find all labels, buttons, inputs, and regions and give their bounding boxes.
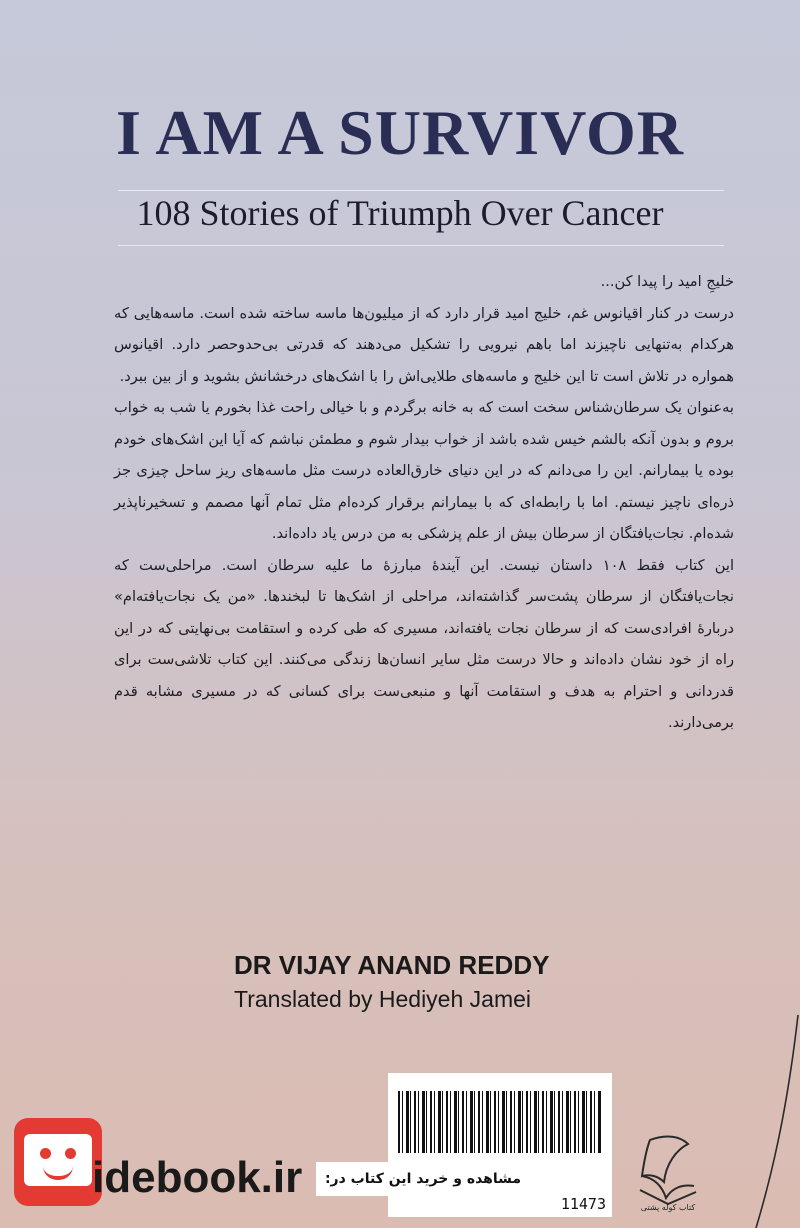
- publisher-name: کتاب کوله پشتی: [640, 1203, 696, 1212]
- author-name: DR VIJAY ANAND REDDY: [234, 950, 550, 980]
- site-logo-icon[interactable]: [14, 1118, 102, 1206]
- book-title: I AM A SURVIVOR: [116, 97, 684, 168]
- smiley-book-icon: [24, 1134, 92, 1186]
- barcode-number: 11473: [560, 1195, 606, 1213]
- blurb-paragraph-4: این کتاب فقط ۱۰۸ داستان نیست. این آیندهٔ مبارزهٔ ما علیه سرطان است. مراحلی‌ست که نجات‌یافتگان از سرطان پشت‌سر گذاشته‌اند، مراحلی از اشک‌ها تا لبخندها. «من یک نجات‌یافته‌ام» دربارهٔ افرادی‌ست که از سرطان نجات یافته‌اند، مسیری که طی کرده و استقامت بی‌نهایتی که در این راه از خود نشان داده‌اند و حالا درست مثل سایر انسان‌ها زندگی می‌کنند. این کتاب تلاشی‌ست برای قدردانی و احترام به هدف و استقامت آنها و منبعی‌ست برای کسانی که در مسیری مشابه قدم برمی‌دارند.: [114, 556, 735, 731]
- watermark-site-link[interactable]: idebook.ir: [92, 1153, 303, 1202]
- blurb-paragraph-3: به‌عنوان یک سرطان‌شناس سخت است که به خانه برگردم و با خیالی راحت غذا بخورم یا شب به خواب بروم و بدون آنکه بالشم خیس شده باشد از خواب بیدار شوم و مطمئن نباشم که آیا این اشک‌های خودم بوده یا بیمارانم. این را می‌دانم که در این دنیای خارق‌العاده درست مثل ماسه‌های ریز ساحل چیزی جز ذره‌ای ناچیز نیستم. اما با رابطه‌ای که با بیمارانم برقرار کرده‌ام مثل تمام آنها مصمم و تسخیرناپذیر شده‌ام. نجات‌یافتگان از سرطان بیش از علم پزشکی به من درس یاد داده‌اند.: [114, 399, 734, 542]
- logo-eye-left: [40, 1148, 51, 1159]
- book-subtitle: 108 Stories of Triumph Over Cancer: [136, 193, 664, 233]
- translator-credit: Translated by Hediyeh Jamei: [234, 986, 532, 1012]
- barcode-bars: [398, 1091, 602, 1153]
- decorative-curve: [750, 1015, 800, 1228]
- logo-mouth: [43, 1166, 73, 1180]
- logo-eye-right: [65, 1148, 76, 1159]
- title-divider-top: [118, 190, 724, 191]
- title-divider-bottom: [118, 245, 724, 246]
- blurb-paragraph-1: خلیجِ امید را پیدا کن...: [600, 273, 734, 290]
- watermark-caption: مشاهده و خرید این کتاب در:: [316, 1162, 530, 1196]
- blurb-paragraph-2: درست در کنار اقیانوس غم، خلیج امید قرار دارد که از میلیون‌ها ماسه ساخته شده است. ماسه‌هایی که هرکدام به‌تنهایی ناچیزند اما باهم نیرویی را تشکیل می‌دهند که قدرتی بی‌حدوحصر دارد. اقیانوس همواره در تلاش است تا این خلیج و ماسه‌های طلایی‌اش را با اشک‌های درخشانش بشوید و از بین ببرد.: [114, 304, 734, 385]
- back-cover-blurb: [114, 266, 734, 739]
